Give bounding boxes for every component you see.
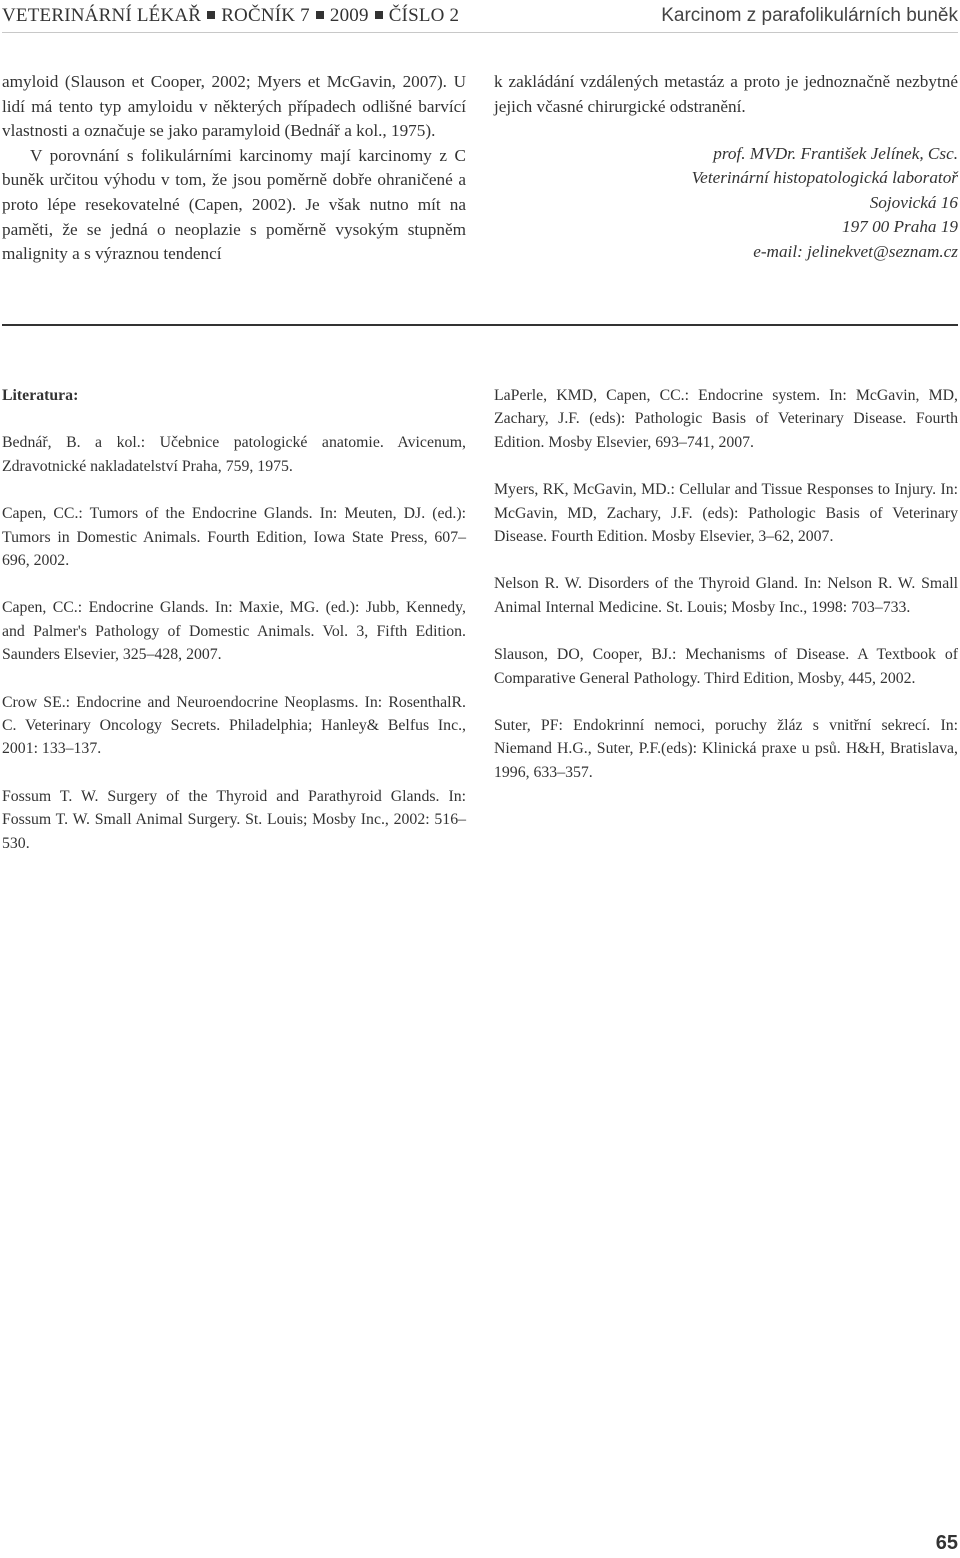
section-divider [2,324,958,326]
author-signature [494,142,958,264]
reference-item: Capen, CC.: Tumors of the Endocrine Glands. In: Meuten, DJ. (ed.): Tumors in Domestic Animals. Fourth Edition, Iowa State Press, 607–696, 2002. [2,505,466,570]
article-title: Karcinom z parafolikulárních buněk [661,5,958,26]
body-paragraph: V porovnání s folikulárními karcinomy mají karcinomy z C buněk určitou výhodu v tom, že jsou poměrně dobře ohraničené a proto lépe resekovatelné (Capen, 2002). Je však nutno mít na paměti, že se jedná o neoplazie s poměrně vysokým stupněm malignity a s výraznou tendencí [2,145,466,264]
journal-info [2,5,459,27]
author-street: Sojovická 16 [869,192,958,212]
journal-issue: ČÍSLO 2 [388,5,460,26]
square-bullet-icon [207,11,215,19]
author-institution: Veterinární histopatologická laboratoř [691,168,958,188]
author-city: 197 00 Praha 19 [841,217,958,237]
square-bullet-icon [375,11,383,19]
reference-item: Suter, PF: Endokrinní nemoci, poruchy žláz s vnitřní sekrecí. In: Niemand H.G., Suter, P.F.(eds): Klinická praxe u psů. H&H, Bratislava, 1996, 633–357. [494,717,958,781]
reference-item: LaPerle, KMD, Capen, CC.: Endocrine system. In: McGavin, MD, Zachary, J.F. (eds): Pathologic Basis of Veterinary Disease. Fourth Edition. Mosby Elsevier, 693–741, 2007. [494,387,958,451]
reference-item: Capen, CC.: Endocrine Glands. In: Maxie, MG. (ed.): Jubb, Kennedy, and Palmer's Pathology of Domestic Animals. Vol. 3, Fifth Edition. Saunders Elsevier, 325–428, 2007. [2,599,466,664]
author-name: prof. MVDr. František Jelínek, Csc. [713,144,958,163]
references-column-right [494,384,958,808]
body-paragraph: k zakládání vzdálených metastáz a proto je jednoznačně nezbytné jejich včasné chirurgické odstranění. [494,72,958,116]
reference-item: Myers, RK, McGavin, MD.: Cellular and Tissue Responses to Injury. In: McGavin, MD, Zachary, J.F. (eds): Pathologic Basis of Veterinary Disease. Fourth Edition. Mosby Elsevier, 3–62, 2007. [494,481,958,546]
body-column-left [2,70,466,267]
running-header [2,0,958,33]
reference-item: Slauson, DO, Cooper, BJ.: Mechanisms of Disease. A Textbook of Comparative General Pathology. Third Edition, Mosby, 445, 2002. [494,646,958,687]
reference-item: Fossum T. W. Surgery of the Thyroid and Parathyroid Glands. In: Fossum T. W. Small Animal Surgery. St. Louis; Mosby Inc., 2002: 516–530. [2,787,466,852]
journal-year: 2009 [329,5,369,26]
page-number: 65 [935,1532,958,1554]
references-column-left [2,384,466,879]
journal-volume: ROČNÍK 7 [221,5,310,26]
square-bullet-icon [316,11,324,19]
journal-name: VETERINÁRNÍ LÉKAŘ [2,5,202,26]
author-email[interactable]: e-mail: jelinekvet@seznam.cz [753,241,958,261]
reference-item: Bednář, B. a kol.: Učebnice patologické anatomie. Avicenum, Zdravotnické nakladatelství Praha, 759, 1975. [2,434,466,475]
reference-item: Nelson R. W. Disorders of the Thyroid Gland. In: Nelson R. W. Small Animal Internal Medicine. St. Louis; Mosby Inc., 1998: 703–733. [494,575,958,616]
body-paragraph: amyloid (Slauson et Cooper, 2002; Myers et McGavin, 2007). U lidí má tento typ amyloidu v některých případech odlišné barvící vlastnosti a označuje se jako paramyloid (Bednář a kol., 1975). [2,72,466,141]
reference-item: Crow SE.: Endocrine and Neuroendocrine Neoplasms. In: RosenthalR. C. Veterinary Oncology Secrets. Philadelphia; Hanley& Belfus Inc., 2001: 133–137. [2,693,466,758]
body-column-right [494,70,958,119]
references-heading: Literatura: [2,387,79,404]
